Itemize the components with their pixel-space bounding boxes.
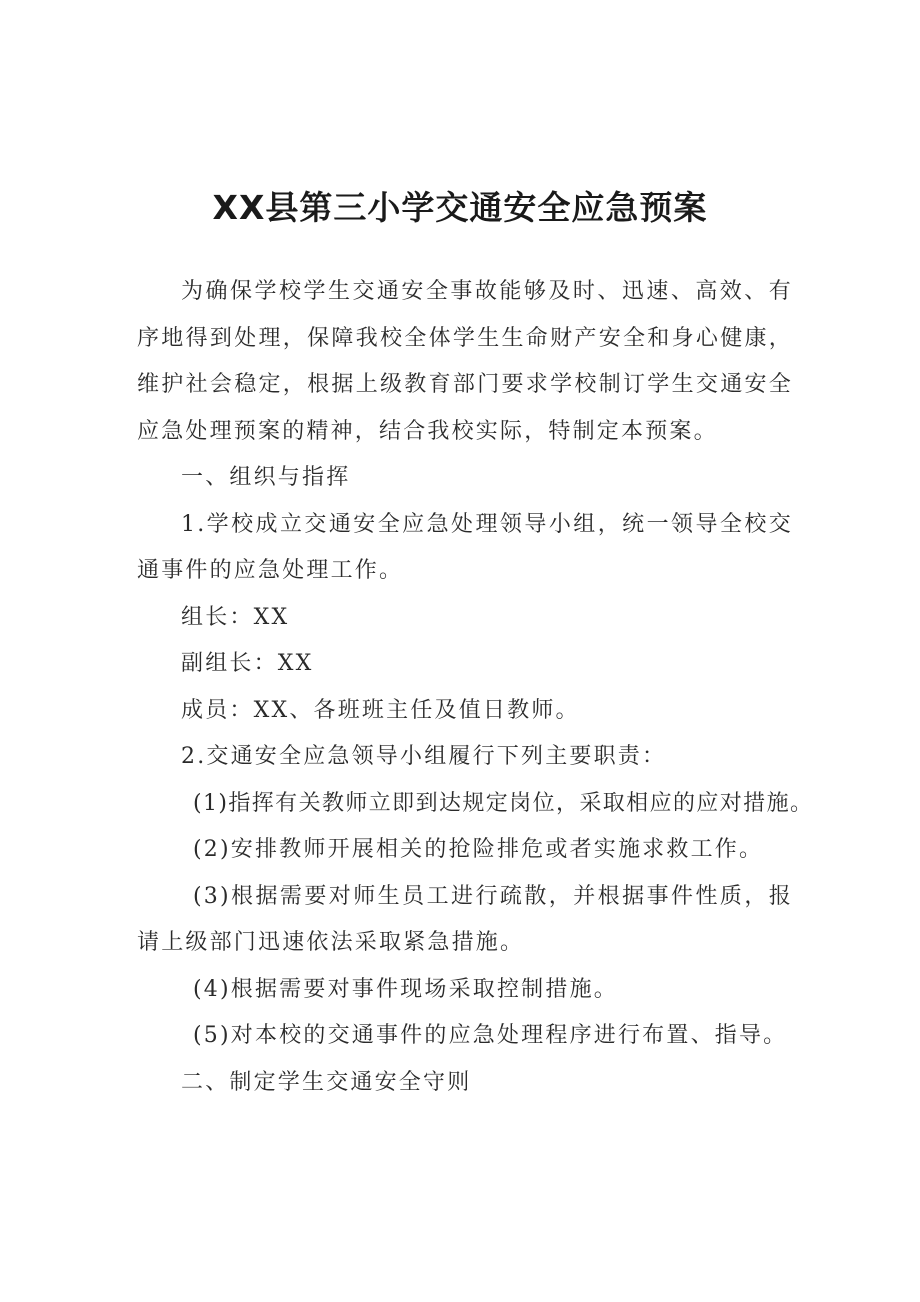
- duty-item: (2)安排教师开展相关的抢险排危或者实施求救工作。: [193, 837, 764, 862]
- intro-paragraph: 为确保学校学生交通安全事故能够及时、迅速、高效、有序地得到处理，保障我校全体学生生命财产安全和身心健康，维护社会稳定，根据上级教育部门要求学校制订学生交通安全应急处理预案的精神，结合我校实际，特制定本预案。: [137, 279, 793, 444]
- leader-line: 组长：XX: [181, 604, 290, 630]
- section1-heading: 一、组织与指挥: [181, 465, 351, 490]
- document-body: [137, 269, 814, 1106]
- deputy-line: 副组长：XX: [181, 651, 314, 676]
- section1-item1: 1.学校成立交通安全应急处理领导小组，统一领导全校交通事件的应急处理工作。: [137, 511, 793, 583]
- document-title: XX县第三小学交通安全应急预案: [212, 188, 708, 227]
- duty-item: (1)指挥有关教师立即到达规定岗位，采取相应的应对措施。: [193, 790, 814, 816]
- duty-item: (3)根据需要对师生员工进行疏散，并根据事件性质，报请上级部门迅速依法采取紧急措施。: [137, 883, 793, 955]
- duty-item: (5)对本校的交通事件的应急处理程序进行布置、指导。: [193, 1023, 788, 1048]
- duty-item: (4)根据需要对事件现场采取控制措施。: [193, 976, 618, 1002]
- section1-item2: 2.交通安全应急领导小组履行下列主要职责：: [181, 744, 667, 769]
- members-line: 成员：XX、各班班主任及值日教师。: [181, 697, 580, 723]
- section2-heading: 二、制定学生交通安全守则: [181, 1069, 472, 1095]
